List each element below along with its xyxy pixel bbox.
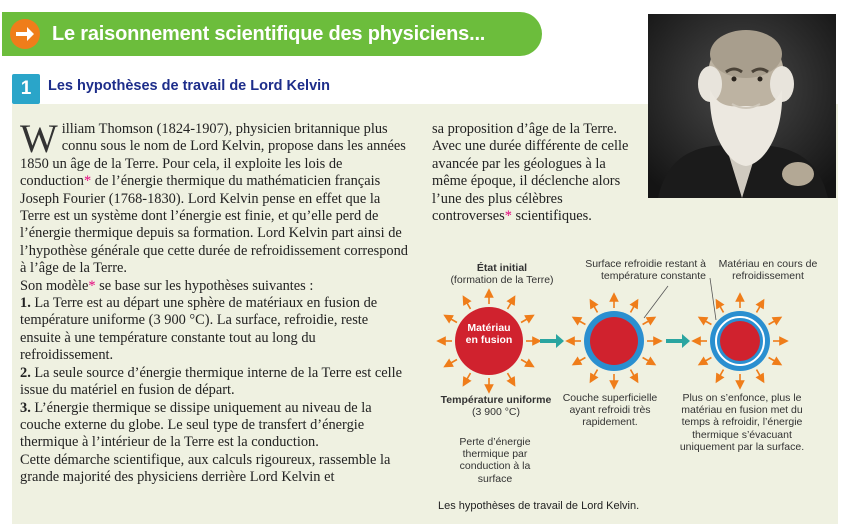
- cooled-surface-sphere: [570, 297, 658, 385]
- intro-text-b: de l’énergie thermique du mathématicien français Joseph Fourier (1768-1830). Lord Kelvin pense en effet que la Terre est un système dont l’énergie est finie, et qu’elle perd de l’énergie thermique depuis sa formation. Lord Kelvin part ainsi de l’hypothèse générale que cette durée de refroidissement correspond à l’âge de la Terre.: [20, 173, 408, 277]
- section-title: Les hypothèses de travail de Lord Kelvin: [48, 78, 331, 94]
- model-text-b: se base sur les hypothèses suivantes :: [95, 277, 314, 294]
- transition-arrow: [666, 334, 690, 348]
- portrait-photo: [648, 14, 836, 198]
- step3-description: Plus on s’enfonce, plus le matériau en fusion met du temps à refroidir, l’énergie thermique s’évacuant uniquement par la surface.: [679, 392, 805, 453]
- heat-ray-arrow: [702, 319, 712, 325]
- hypothesis-text: L’énergie thermique se dissipe uniquement au niveau de la couche externe du globe. Le seul type de transfert d’énergie thermique à l’intérieur de la Terre est la conduction.: [20, 399, 372, 451]
- banner-title: Le raisonnement scientifique des physiciens...: [52, 22, 486, 45]
- step2-description: Couche superficielle ayant refroidi très rapidement.: [562, 392, 658, 429]
- hypothesis-number: 2.: [20, 364, 31, 381]
- temperature-title: Température uniforme: [440, 394, 552, 406]
- heat-ray-arrow: [592, 370, 598, 380]
- heat-ray-arrow: [521, 360, 531, 366]
- state-title: État initial: [476, 262, 528, 274]
- hypothesis-1: [20, 295, 412, 365]
- heat-ray-arrow: [702, 358, 712, 364]
- heat-ray-arrow: [757, 370, 763, 380]
- cooling-sphere: [696, 297, 784, 385]
- heat-ray-arrow: [465, 299, 471, 309]
- glossary-asterisk: *: [88, 277, 96, 294]
- heat-ray-arrow: [718, 370, 724, 380]
- heat-ray-arrow: [508, 299, 514, 309]
- surface-label: Surface refroidie restant à température constante: [585, 258, 706, 283]
- glossary-asterisk: *: [83, 173, 92, 190]
- section-number: 1: [12, 74, 40, 104]
- molten-core: [720, 321, 760, 361]
- arrow-right-icon: [10, 19, 40, 49]
- figure-caption: Les hypothèses de travail de Lord Kelvin.: [438, 500, 640, 512]
- heat-ray-arrow: [631, 370, 637, 380]
- transition-arrow: [540, 334, 564, 348]
- hypothesis-3: [20, 400, 412, 452]
- controversy-text-a: sa proposition d’âge de la Terre. Avec une durée différente de celle avancée par les géologues à la même époque, il déclenche alors l’une des plus célèbres controverses: [432, 121, 629, 225]
- intro-paragraph: [20, 116, 412, 278]
- second-text-column: [432, 121, 644, 225]
- heat-ray-arrow: [718, 303, 724, 313]
- glossary-asterisk: *: [504, 208, 512, 225]
- molten-core: [590, 317, 638, 365]
- chapter-banner: [2, 12, 542, 56]
- heat-ray-arrow: [465, 373, 471, 383]
- state-subtitle: (formation de la Terre): [450, 274, 554, 287]
- heat-ray-arrow: [576, 319, 586, 325]
- heat-ray-arrow: [769, 358, 779, 364]
- hypothesis-number: 1.: [20, 295, 31, 312]
- kelvin-cooling-diagram: [432, 250, 832, 520]
- heat-ray-arrow: [447, 317, 457, 323]
- temperature-value: (3 900 °C): [472, 406, 520, 419]
- heat-ray-arrow: [631, 303, 637, 313]
- temperature-label: [436, 394, 556, 418]
- model-text-a: Son modèle: [20, 277, 89, 294]
- heat-ray-arrow: [447, 360, 457, 366]
- hypothesis-2: [20, 365, 412, 400]
- hypothesis-number: 3.: [20, 399, 31, 416]
- core-label: Matériau en fusion: [465, 322, 513, 347]
- heat-ray-arrow: [508, 373, 514, 383]
- hypothesis-text: La seule source d’énergie thermique interne de la Terre est celle issue du matériel en fusion de départ.: [20, 364, 403, 399]
- material-label: Matériau en cours de refroidissement: [718, 258, 818, 283]
- heat-loss-label: Perte d’énergie thermique par conduction à la surface: [459, 436, 531, 485]
- dropcap: W: [20, 116, 58, 161]
- main-text-column: [20, 116, 412, 487]
- heat-ray-arrow: [769, 319, 779, 325]
- heat-ray-arrow: [576, 358, 586, 364]
- hypothesis-text: La Terre est au départ une sphère de matériaux en fusion de température uniforme (3 900 °C). La surface, refroidie, reste ensuite à une température constante tout au long du refroidissement.: [20, 295, 378, 364]
- model-paragraph: [20, 278, 412, 295]
- heat-ray-arrow: [592, 303, 598, 313]
- heat-ray-arrow: [757, 303, 763, 313]
- conclusion-paragraph: Cette démarche scientifique, aux calculs rigoureux, rassemble la grande majorité des physiciens derrière Lord Kelvin et: [20, 451, 391, 486]
- intro-text-a: illiam Thomson (1824-1907), physicien britannique plus connu sous le nom de Lord Kelvin, propose dans les années 1850 un âge de la Terre. Pour cela, il exploite les lois de conduction: [20, 121, 406, 190]
- heat-ray-arrow: [521, 317, 531, 323]
- heat-ray-arrow: [643, 319, 653, 325]
- heat-ray-arrow: [643, 358, 653, 364]
- controversy-paragraph: [432, 121, 644, 225]
- initial-state-label: [436, 262, 568, 286]
- controversy-text-b: scientifiques.: [511, 208, 592, 225]
